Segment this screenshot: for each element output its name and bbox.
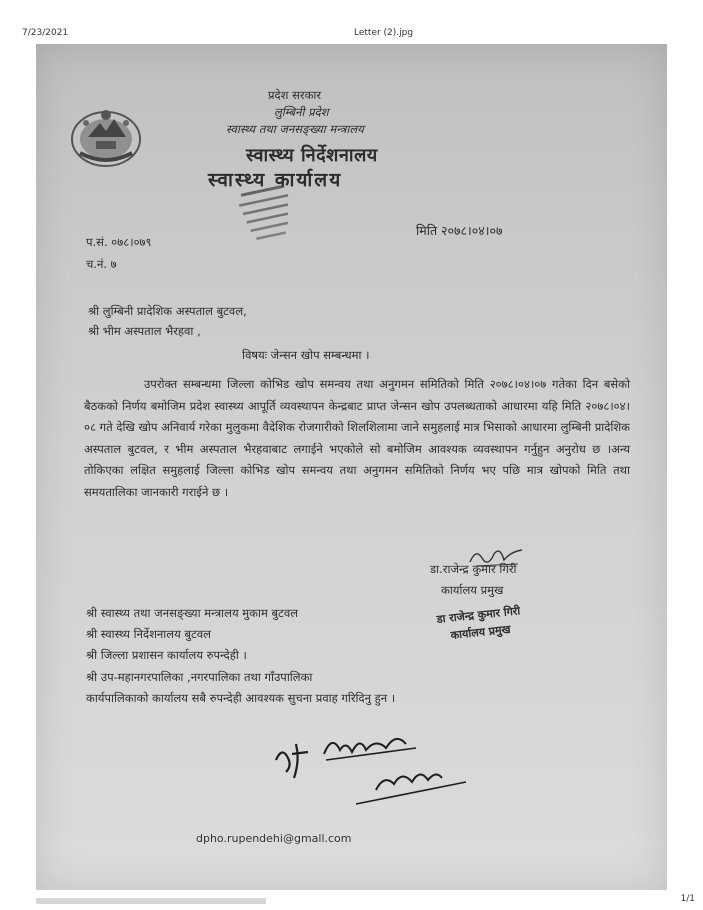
letterhead-province: लुम्बिनी प्रदेश	[274, 105, 329, 119]
reference-number: प.सं. ०७८।०७९	[86, 235, 152, 249]
print-footer-url	[36, 898, 266, 904]
office-stamp-icon	[236, 182, 306, 250]
letter-date: मिति २०७८।०४।०७	[416, 223, 503, 238]
page-count: 1/1	[680, 894, 695, 904]
letterhead-government: प्रदेश सरकार	[268, 88, 322, 102]
dispatch-number: च.नं. ७	[86, 257, 117, 271]
handwritten-signature-icon	[266, 720, 476, 812]
letterhead-directorate: स्वास्थ्य निर्देशनालय	[246, 145, 378, 166]
cc-line-3: श्री जिल्ला प्रशासन कार्यालय रुपन्देही ।	[86, 648, 247, 662]
letter-subject: विषयः जेन्सन खोप सम्बन्धमा ।	[242, 348, 370, 362]
letterhead-office: स्वास्थ्य कार्यालय	[208, 169, 343, 191]
signer-stamp-name: डा राजेन्द्र कुमार गिरी	[436, 604, 521, 626]
letter-body: उपरोक्त सम्बन्धमा जिल्ला कोभिड खोप समन्वय तथा अनुगमन समितिको मिति २०७८।०४।०७ गतेका दिन बसेको बैठकको निर्णय बमोजिम प्रदेश स्वास्थ्य आपूर्ति व्यवस्थापन केन्द्रबाट प्राप्त जेन्सन खोप उपलब्धताको आधारमा यहि मिति २०७८।०४।०८ गते देखि खोप अनिवार्य गरेका मुलुकमा वैदेशिक रोजगारीको शिलशिलामा जाने समुहलाई मात्र भिसाको आधारमा लुम्बिनी प्रादेशिक अस्पताल बुटवल, र भीम अस्पताल भैरहवाबाट लगाईने भएकोले सो बमोजिम आवश्यक व्यवस्थापन गर्नुहुन अनुरोध छ ।अन्य तोकिएका लक्षित समुहलाई जिल्ला कोभिड खोप समन्वय तथा अनुगमन समितिको निर्णय भए पछि मात्र खोपको मिति तथा समयतालिका जानकारी गराईने छ ।	[84, 377, 630, 499]
print-title: Letter (2).jpg	[354, 28, 414, 38]
nepal-emblem-icon	[66, 101, 146, 171]
office-email: dpho.rupendehi@gmall.com	[196, 832, 352, 845]
signer-stamp-title: कार्यालय प्रमुख	[450, 622, 512, 642]
signer-name: डा.राजेन्द्र कुमार गिरी	[430, 562, 517, 576]
cc-line-1: श्री स्वास्थ्य तथा जनसङ्ख्या मन्त्रालय मुकाम बुटवल	[86, 606, 299, 620]
cc-line-5: कार्यपालिकाको कार्यालय सबै रुपन्देही आवश्यक सुचना प्रवाह गरिदिनु हुन ।	[86, 691, 396, 705]
cc-line-4: श्री उप-महानगरपालिका ,नगरपालिका तथा गाँउपालिका	[86, 670, 313, 684]
scanned-letter	[36, 44, 667, 890]
letterhead-ministry: स्वास्थ्य तथा जनसङ्ख्या मन्त्रालय	[226, 122, 364, 136]
recipient-2: श्री भीम अस्पताल भैरहवा ,	[88, 324, 201, 338]
signer-title: कार्यालय प्रमुख	[441, 583, 504, 597]
print-date: 7/23/2021	[22, 28, 69, 38]
recipient-1: श्री लुम्बिनी प्रादेशिक अस्पताल बुटवल,	[88, 304, 247, 318]
cc-line-2: श्री स्वास्थ्य निर्देशनालय बुटवल	[86, 627, 211, 641]
